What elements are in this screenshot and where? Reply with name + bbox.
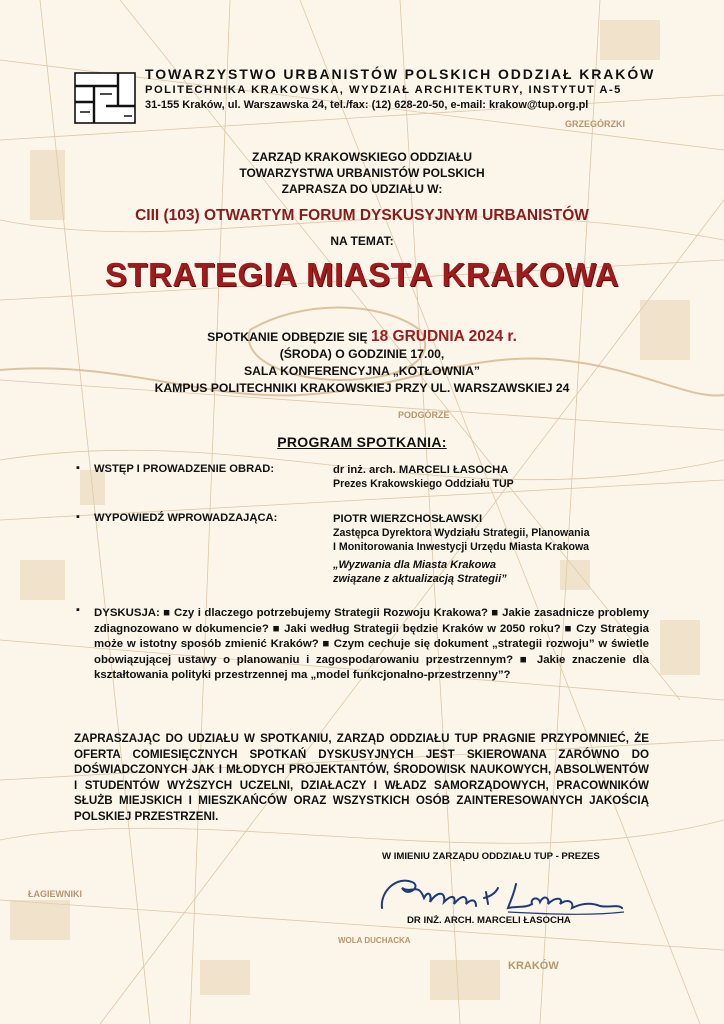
program-item-speaker: [333, 512, 590, 586]
invitation-line: TOWARZYSTWA URBANISTÓW POLSKICH: [239, 166, 485, 180]
speaker-role: Zastępca Dyrektora Wydziału Strategii, Planowania: [333, 527, 590, 539]
speaker-role: Prezes Krakowskiego Oddziału TUP: [333, 478, 514, 490]
meeting-date: 18 GRUDNIA 2024 r.: [371, 328, 517, 345]
map-label: GRZEGÓRZKI: [565, 119, 625, 129]
invitation-text: [0, 149, 724, 197]
organization-title: TOWARZYSTWO URBANISTÓW POLSKICH ODDZIAŁ KRAKÓW: [145, 66, 656, 82]
program-item-label: WSTĘP I PROWADZENIE OBRAD:: [94, 463, 275, 475]
topic-label: NA TEMAT:: [330, 234, 394, 248]
meeting-time: (ŚRODA) O GODZINIE 17.00,: [279, 347, 445, 361]
meeting-date-line: [0, 328, 724, 346]
strategy-title: STRATEGIA MIASTA KRAKOWA: [104, 256, 620, 293]
organization-header: [145, 66, 665, 113]
map-label: KRAKÓW: [508, 960, 559, 972]
bullet-icon: ▪: [76, 511, 80, 523]
program-item-label: WYPOWIEDŹ WPROWADZAJĄCA:: [94, 512, 278, 524]
signature-caption: W IMIENIU ZARZĄDU ODDZIAŁU TUP - PREZES: [382, 851, 600, 862]
discussion-text: DYSKUSJA: ■ Czy i dlaczego potrzebujemy Strategii Rozwoju Krakowa? ■ Jakie zasadnicze problemy zdiagnozowano w dokumencie? ■ Jaki według Strategii będzie Kraków w 2050 roku? ■ Czy Strategia może w istotny sposób zmienić Kraków? ■ Czym cechuje się dokument „strategii rozwoju” w świetle obowiązującej ustawy o planowaniu i zagospodarowaniu przestrzennym? ■ Jakie znaczenie dla kształtowania polityki przestrzennej ma „model funkcjonalno-przestrzenny”?: [94, 607, 649, 681]
invitation-line: ZARZĄD KRAKOWSKIEGO ODDZIAŁU: [252, 150, 472, 164]
map-label: ŁAGIEWNIKI: [28, 889, 82, 899]
meeting-details: [0, 328, 724, 397]
speaker-name: PIOTR WIERZCHOSŁAWSKI: [333, 513, 483, 525]
meeting-location: KAMPUS POLITECHNIKI KRAKOWSKIEJ PRZY UL. WARSZAWSKIEJ 24: [154, 381, 570, 395]
handwritten-signature: [368, 868, 628, 920]
bullet-icon: ▪: [76, 462, 80, 474]
forum-title: CIII (103) OTWARTYM FORUM DYSKUSYJNYM URBANISTÓW: [135, 207, 589, 224]
invitation-line: ZAPRASZA DO UDZIAŁU W:: [281, 182, 443, 196]
speaker-role: I Monitorowania Inwestycji Urzędu Miasta Krakowa: [333, 541, 590, 553]
tup-logo: [74, 72, 136, 124]
program-item-speaker: [333, 463, 514, 491]
lecture-topic: związane z aktualizacją Strategii”: [333, 573, 507, 585]
meeting-room: SALA KONFERENCYJNA „KOTŁOWNIA”: [243, 364, 481, 378]
map-label: WOLA DUCHACKA: [338, 936, 411, 945]
meeting-prefix: SPOTKANIE ODBĘDZIE SIĘ: [207, 330, 371, 344]
closing-text: ZAPRASZAJĄC DO UDZIAŁU W SPOTKANIU, ZARZĄD ODDZIAŁU TUP PRAGNIE PRZYPOMNIEĆ, ŻE OFERTA COMIESIĘCZNYCH SPOTKAŃ DYSKUSYJNYCH JEST SKIEROWANA ZARÓWNO DO DOŚWIADCZONYCH JAK I MŁODYCH PROJEKTANTÓW, ŚRODOWISK NAUKOWYCH, ABSOLWENTÓW I STUDENTÓW WYŻSZYCH UCZELNI, DZIAŁACZY I WŁADZ SAMORZĄDOWYCH, PRACOWNIKÓW SŁUŻB MIEJSKICH I MIESZKAŃCÓW ORAZ WSZYSTKICH OSÓB ZAINTERESOWANYCH JAKOŚCIĄ POLSKIEJ PRZESTRZENI.: [74, 732, 649, 823]
program-title: PROGRAM SPOTKANIA:: [277, 434, 447, 450]
signatory-name: DR INŻ. ARCH. MARCELI ŁASOCHA: [407, 915, 571, 926]
bullet-icon: ▪: [76, 604, 80, 616]
speaker-name: dr inż. arch. MARCELI ŁASOCHA: [333, 464, 509, 476]
organization-address: 31-155 Kraków, ul. Warszawska 24, tel./fax: (12) 628-20-50, e-mail: krakow@tup.org.pl: [145, 99, 589, 111]
lecture-topic: „Wyzwania dla Miasta Krakowa: [333, 559, 497, 571]
organization-subtitle: POLITECHNIKA KRAKOWSKA, WYDZIAŁ ARCHITEKTURY, INSTYTUT A-5: [145, 84, 622, 96]
map-label: PODGÓRZE: [398, 410, 450, 420]
